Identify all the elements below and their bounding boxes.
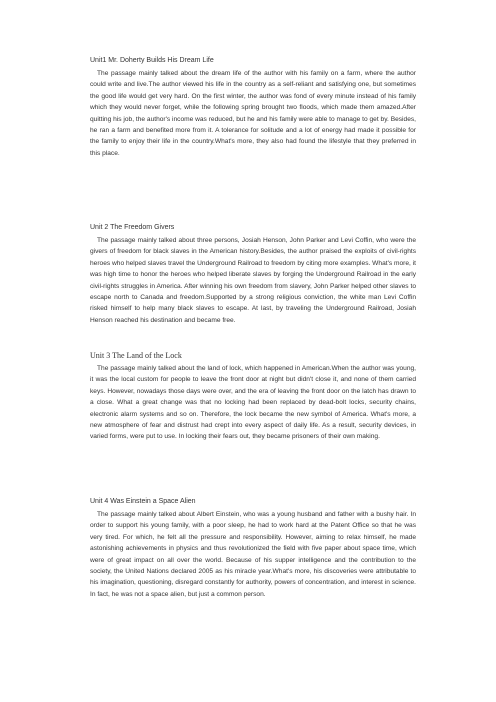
unit-1-body: The passage mainly talked about the dream life of the author with his family on a farm, where the author could write and live.The author viewed his life in the country as a self-reliant and satisfying one, but sometimes the good life would get very hard. On the first winter, the author was fond of every minute instead of his family which they would never forget, while the following spring brought two floods, which made them amazed.After quitting his job, the author's income was reduced, but he and his family were able to manage to get by. Besides, he ran a farm and benefited more from it. A tolerance for solitude and a lot of energy had made it possible for the family to enjoy their life in the country.What's more, they also had found the lifestyle that they preferred in this place. — [90, 70, 416, 157]
unit-1-section — [90, 56, 416, 159]
unit-2-title: Unit 2 The Freedom Givers — [90, 224, 175, 231]
unit-2-section — [90, 223, 416, 326]
unit-4-body: The passage mainly talked about Albert Einstein, who was a young husband and father with a bushy hair. In order to support his young family, with a poor sleep, he had to work hard at the Patent Office so that he was very tired. For which, he felt all the pressure and responsibility. However, aiming to relax himself, he made astonishing achievements in physics and thus revolutionized the field with five paper about space time, which were of great impact on all over the world. Because of his supper intelligence and the contribution to the society, the United Nations declared 2005 as his miracle year.What's more, his discoveries were attributable to his imagination, questioning, disregard constantly for authority, powers of concentration, and interest in science. In fact, he was not a space alien, but just a common person. — [90, 511, 416, 598]
unit-3-title: Unit 3 The Land of the Lock — [90, 351, 182, 360]
unit-2-body: The passage mainly talked about three persons, Josiah Henson, John Parker and Levi Coffin, who were the givers of freedom for black slaves in the American history.Besides, the author praised the exploits of civil-rights heroes who helped slaves travel the Underground Railroad to freedom by citing more examples. What's more, it was high time to honor the heroes who helped liberate slaves by forging the Underground Railroad in the early civil-rights struggles in America. After winning his own freedom from slavery, John Parker helped other slaves to escape north to Canada and freedom.Supported by a strong religious conviction, the white man Levi Coffin risked himself to help many black slaves to escape. At last, by traveling the Underground Railroad, Josiah Henson reached his destination and became free. — [90, 237, 416, 324]
unit-1-title: Unit1 Mr. Doherty Builds His Dream Life — [90, 57, 214, 64]
unit-4-title: Unit 4 Was Einstein a Space Alien — [90, 498, 196, 505]
unit-3-section — [90, 351, 416, 443]
unit-4-section — [90, 497, 416, 600]
unit-3-body: The passage mainly talked about the land of lock, which happened in American.When the author was young, it was the local custom for people to leave the front door at night but didn't close it, and none of them carried keys. However, nowadays those days were over, and the era of leaving the front door on the latch has drawn to a close. What a great change was that no locking had been replaced by dead-bolt locks, security chains, electronic alarm systems and so on. Therefore, the lock became the new symbol of America. What's more, a new atmosphere of fear and distrust had crept into every aspect of daily life. As a result, security devices, in varied forms, were put to use. In locking their fears out, they became prisoners of their own making. — [90, 365, 416, 441]
